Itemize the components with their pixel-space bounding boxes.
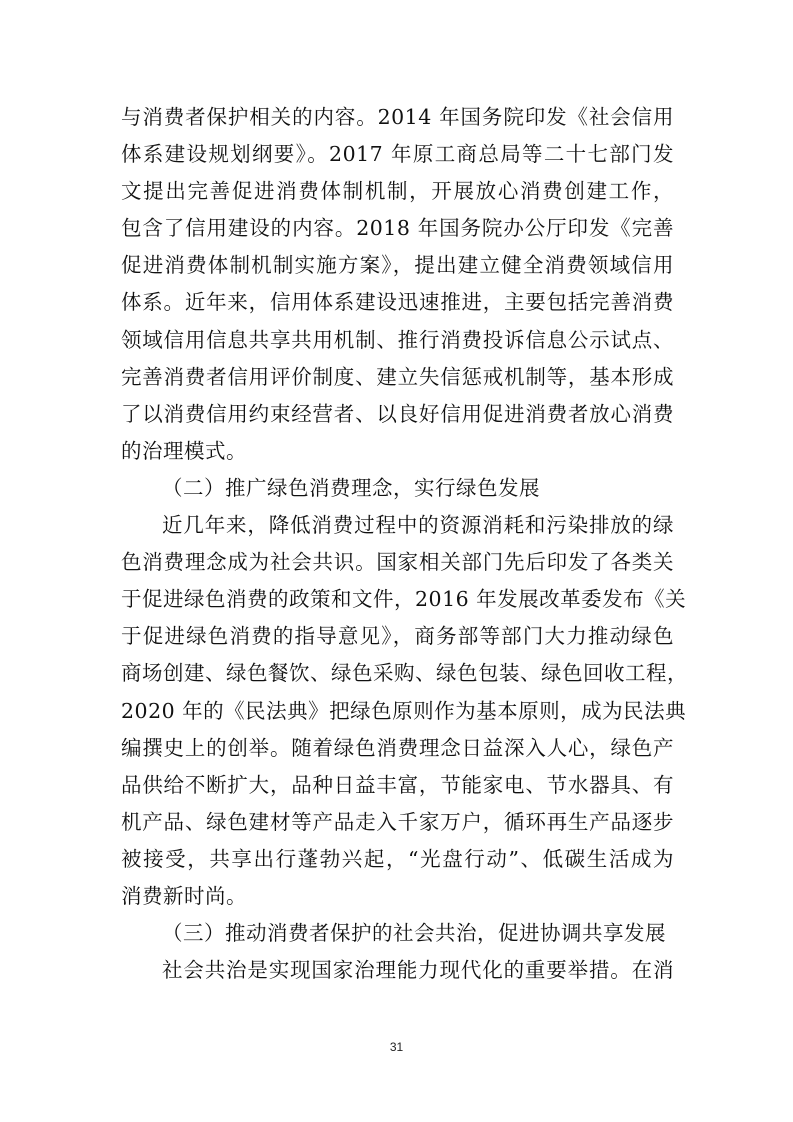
text-line: 文提出完善促进消费体制机制，开展放心消费创建工作，	[121, 179, 674, 204]
page-number: 31	[389, 1040, 404, 1054]
text-line: 消费新时尚。	[121, 883, 247, 908]
text-line: 体系建设规划纲要》。2017 年原工商总局等二十七部门发	[121, 142, 674, 167]
text-line: 于促进绿色消费的指导意见》，商务部等部门大力推动绿色	[121, 624, 674, 649]
text-line: 社会共治是实现国家治理能力现代化的重要举措。在消	[162, 958, 674, 983]
text-line: 体系。近年来，信用体系建设迅速推进，主要包括完善消费	[121, 290, 674, 315]
text-line: 被接受，共享出行蓬勃兴起，“光盘行动”、低碳生活成为	[121, 846, 674, 871]
text-line: 商场创建、绿色餐饮、绿色采购、绿色包装、绿色回收工程，	[121, 661, 688, 686]
text-line: 完善消费者信用评价制度、建立失信惩戒机制等，基本形成	[121, 364, 674, 389]
text-line: 2020 年的《民法典》把绿色原则作为基本原则，成为民法典	[121, 698, 687, 723]
text-line: 色消费理念成为社会共识。国家相关部门先后印发了各类关	[121, 550, 674, 575]
text-line: 的治理模式。	[121, 438, 247, 463]
text-line: 品供给不断扩大，品种日益丰富，节能家电、节水器具、有	[121, 772, 674, 797]
text-line: 领域信用信息共享共用机制、推行消费投诉信息公示试点、	[121, 327, 674, 352]
section-heading: （三）推动消费者保护的社会共治，促进协调共享发展	[162, 921, 666, 946]
body-text	[121, 99, 688, 989]
text-line: 于促进绿色消费的政策和文件，2016 年发展改革委发布《关	[121, 587, 687, 612]
section-heading: （二）推广绿色消费理念，实行绿色发展	[162, 475, 540, 500]
text-line: 编撰史上的创举。随着绿色消费理念日益深入人心，绿色产	[121, 735, 674, 760]
text-line: 机产品、绿色建材等产品走入千家万户，循环再生产品逐步	[121, 809, 674, 834]
text-line: 了以消费信用约束经营者、以良好信用促进消费者放心消费	[121, 401, 674, 426]
text-line: 近几年来，降低消费过程中的资源消耗和污染排放的绿	[162, 513, 674, 538]
text-line: 包含了信用建设的内容。2018 年国务院办公厅印发《完善	[121, 216, 674, 241]
text-line: 促进消费体制机制实施方案》，提出建立健全消费领域信用	[121, 253, 674, 278]
text-line: 与消费者保护相关的内容。2014 年国务院印发《社会信用	[121, 105, 674, 129]
